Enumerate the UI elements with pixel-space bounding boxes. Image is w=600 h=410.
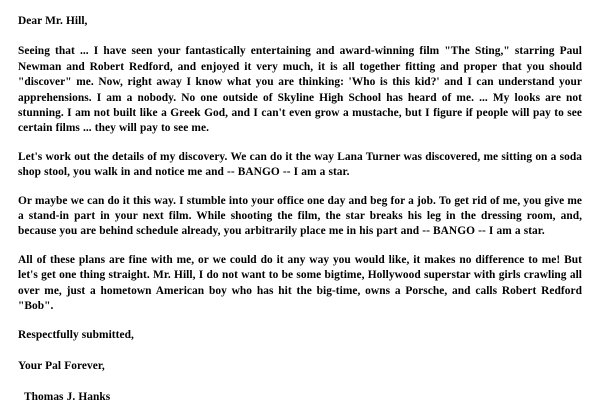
letter-signature-name: Thomas J. Hanks xyxy=(24,391,111,404)
letter-paragraph-4: All of these plans are fine with me, or we could do it any way you would like, it makes no difference to me! But let's get one thing straight. Mr. Hill, I do not want to be some bigtime, Hollywood superstar with girls crawling all over me, just a hometown American boy who has hit the big-time, owns a Porsche, and calls Robert Redford "Bob". xyxy=(18,253,582,313)
letter-salutation: Dear Mr. Hill, xyxy=(18,15,88,27)
letter-paragraph-1: Seeing that ... I have seen your fantastically entertaining and award-winning film "The Sting," starring Paul Newman and Robert Redford, and enjoyed it very much, it is all together fitting and proper that you should "discover" me. Now, right away I know what you are thinking: 'Who is this kid?' and I can understand your apprehensions. I am a nobody. No one outside of Skyline High School has heard of me. ... My looks are not stunning. I am not built like a Greek God, and I can't even grow a mustache, but I figure if people will pay to see certain films ... they will pay to see me. xyxy=(18,45,582,135)
letter-closing-respectfully: Respectfully submitted, xyxy=(18,328,134,341)
letter-paragraph-3: Or maybe we can do it this way. I stumble into your office one day and beg for a job. To get rid of me, you give me a stand-in part in your next film. While shooting the film, the star breaks his leg in the dressing room, and, because you are behind schedule already, you arbitrarily place me in his part and -- BANGO -- I am a star. xyxy=(18,194,582,238)
letter-paragraph-2: Let's work out the details of my discovery. We can do it the way Lana Turner was discovered, me sitting on a soda shop stool, you walk in and notice me and -- BANGO -- I am a star. xyxy=(18,150,582,179)
letter-closing-pal-forever: Your Pal Forever, xyxy=(18,359,105,372)
